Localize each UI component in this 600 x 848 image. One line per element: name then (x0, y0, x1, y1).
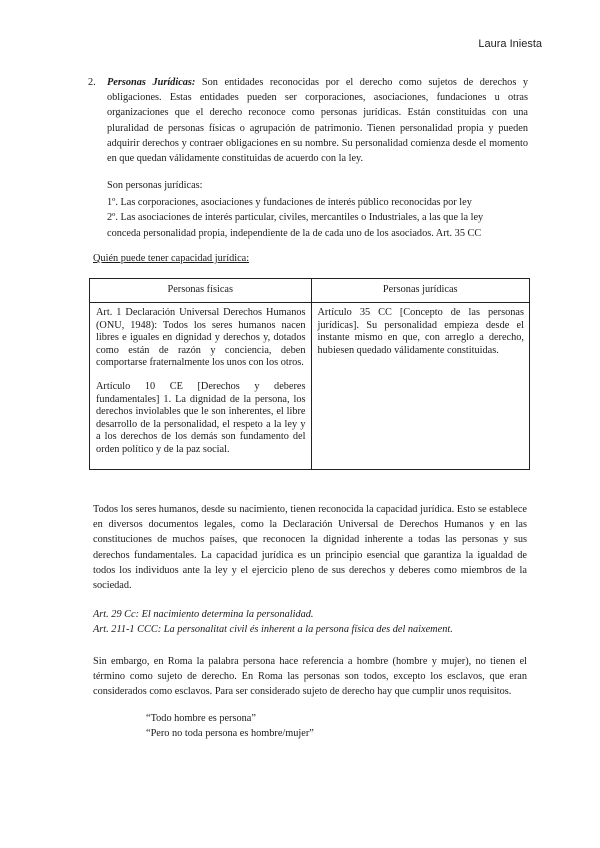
table-row (90, 303, 530, 470)
article-ccc: Art. 211-1 CCC: La personalitat civil és inherent a la persona física des del naixement. (93, 624, 453, 636)
table-header-row (90, 279, 530, 303)
articles-block (93, 607, 527, 637)
cell-text-dudh: Art. 1 Declaración Universal Derechos Humanos (ONU, 1948): Todos los seres humanos nacen libres e iguales en dignidad y derechos y, dotados como están de razón y conciencia, deben comportarse fraternalmente los unos con los otros. (96, 307, 306, 369)
table-header-juridicas: Personas jurídicas (311, 279, 530, 303)
list-item-2-line-2: conceda personalidad propia, independiente de la de cada uno de los asociados. Art. 35 CC (107, 227, 482, 239)
capacity-subtitle: Quién puede tener capacidad jurídica: (93, 253, 250, 264)
capacity-table (89, 278, 530, 470)
quote-2: “Pero no toda persona es hombre/mujer” (146, 728, 314, 739)
paragraph-capacity: Todos los seres humanos, desde su nacimiento, tienen reconocida la capacidad jurídica. Esto se establece en diversos documentos legales, como la Declaración Universal de Derechos Humanos y en las constituciones de muchos países, que reconocen la dignidad inherente a todas las personas y sus derechos fundamentales. La capacidad jurídica es un principio esencial que garantiza la igualdad de todos los individuos ante la ley y el ejercicio pleno de sus derechos y deberes como miembros de la sociedad. (93, 504, 527, 592)
section-term: Personas Jurídicas: (107, 77, 196, 88)
cell-text-ce: Artículo 10 CE [Derechos y deberes fundamentales] 1. La dignidad de la persona, los derechos inviolables que le son inherentes, el libre desarrollo de la personalidad, el respeto a la ley y a los derechos de los demás son fundamento del orden político y de la paz social. (96, 380, 306, 455)
juridical-persons-list (107, 178, 527, 241)
section-personas-juridicas (90, 75, 528, 166)
section-number: 2. (88, 77, 96, 88)
section-text: Son entidades reconocidas por el derecho como sujetos de derechos y obligaciones. Estas entidades pueden ser corporaciones, asociaciones, fundaciones u otras organizaciones que el derecho reconoce como personas jurídicas. Están constituidas con una pluralidad de personas físicas o agrupación de patrimonio. Tienen personalidad propia y pueden adquirir derechos y contraer obligaciones en su nombre. Su personalidad comienza desde el momento en que quedan válidamente constituidas de acuerdo con la ley. (107, 77, 529, 165)
article-cc: Art. 29 Cc: El nacimiento determina la personalidad. (93, 609, 314, 620)
header-author: Laura Iniesta (478, 38, 542, 50)
paragraph-roma: Sin embargo, en Roma la palabra persona hace referencia a hombre (hombre y mujer), no tienen el término como sujeto de derecho. En Roma las personas son todos, excepto los esclavos, que eran considerados como esclavos. Para ser considerado sujeto de derecho hay que cumplir unos requisitos. (93, 656, 527, 698)
table-cell-juridicas (311, 303, 530, 470)
table-header-fisicas: Personas físicas (90, 279, 312, 303)
cell-text-cc: Artículo 35 CC [Concepto de las personas jurídicas]. Su personalidad empieza desde el instante mismo en que, con arreglo a derecho, hubiesen quedado válidamente constituidas. (317, 307, 524, 356)
quote-1: “Todo hombre es persona” (146, 713, 256, 724)
list-item-2-line-1: 2º. Las asociaciones de interés particular, civiles, mercantiles o Industriales, a las que la ley (107, 212, 484, 224)
section-body (107, 75, 528, 166)
list-intro: Son personas jurídicas: (107, 180, 203, 191)
list-item-1: 1º. Las corporaciones, asociaciones y fundaciones de interés público reconocidas por ley (107, 197, 472, 209)
table-cell-fisicas (90, 303, 312, 470)
